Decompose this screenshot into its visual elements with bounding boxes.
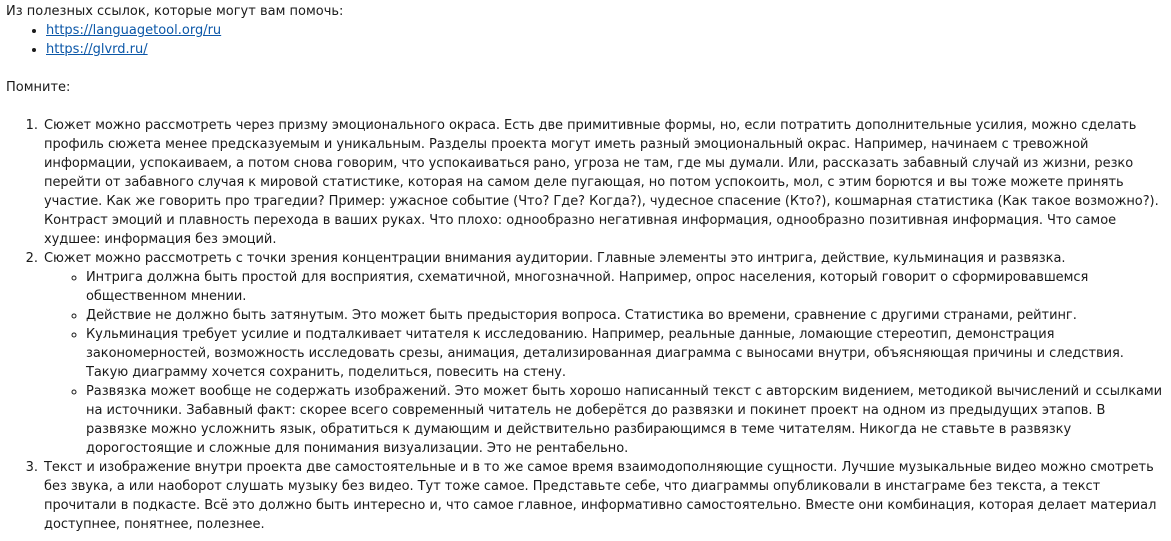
subitem-climax: ◦ Кульминация требует усилие и подталкивает читателя к исследованию. Например, реальные данные, ломающие стереотип, демонстрация закономерностей, возможность исследовать срезы, анимация, детализированная диаграмма с выносами внутри, объясняющая причины и следствия. Такую диаграмму хочется сохранить, поделиться, повесить на стену. (86, 325, 1167, 382)
story-elements-list (44, 268, 1167, 458)
link-item (46, 21, 1167, 40)
subitem-action: ◦ Действие не должно быть затянутым. Это может быть предыстория вопроса. Статистика во времени, сравнение с другими странами, рейтинг. (86, 306, 1167, 325)
intro-text: Из полезных ссылок, которые могут вам помочь: (6, 4, 344, 19)
link-item (46, 40, 1167, 59)
link-glvrd[interactable]: https://glvrd.ru/ (46, 42, 148, 57)
subitem-intrigue: ◦ Интрига должна быть простой для восприятия, схематичной, многозначной. Например, опрос населения, который говорит о сформировавшемся общественном мнении. (86, 268, 1167, 306)
tips-list (6, 116, 1167, 534)
tip-item-2 (42, 249, 1167, 458)
tip-text: Сюжет можно рассмотреть через призму эмоционального окраса. Есть две примитивные формы, но, если потратить дополнительные усилия, можно сделать профиль сюжета менее предсказуемым и уникальным. Разделы проекта могут иметь разный эмоциональный окрас. Например, начинаем с тревожной информации, успокаиваем, а потом снова говорим, что успокаиваться рано, угроза не там, где мы думали. Или, рассказать забавный случай из жизни, резко перейти от забавного случая к мировой статистике, которая на самом деле пугающая, но потом успокоить, мол, с этим борются и вы тоже можете принять участие. Как же говорить про трагедии? Пример: ужасное событие (Что? Где? Когда?), чудесное спасение (Кто?), кошмарная статистика (Как такое возможно?). Контраст эмоций и плавность перехода в ваших руках. Что плохо: однообразно негативная информация, однообразно позитивная информация. Что самое худшее: информация без эмоций. (44, 118, 1159, 247)
tip-item-3 (42, 458, 1167, 534)
tip-text: Текст и изображение внутри проекта две самостоятельные и в то же самое время взаимодополняющие сущности. Лучшие музыкальные видео можно смотреть без звука, а или наоборот слушать музыку без видео. Тут тоже самое. Представьте себе, что диаграммы опубликовали в инстаграме без текста, а текст прочитали в подкасте. Всё это должно быть интересно и, что самое главное, информативно самостоятельно. Вместе они комбинация, которая делает материал доступнее, понятнее, полезнее. (44, 460, 1157, 532)
tip-item-1 (42, 116, 1167, 249)
remember-heading: Помните: (6, 80, 71, 95)
tip-text: Сюжет можно рассмотреть с точки зрения концентрации внимания аудитории. Главные элементы это интрига, действие, кульминация и развязка. (44, 251, 1066, 266)
subitem-resolution: ◦ Развязка может вообще не содержать изображений. Это может быть хорошо написанный текст с авторским видением, методикой вычислений и ссылками на источники. Забавный факт: скорее всего современный читатель не доберётся до развязки и покинет проект на одном из предыдущих этапов. В развязке можно усложнить язык, обратиться к думающим и действительно разбирающимся в теме читателям. Никогда не ставьте в развязку дорогостоящие и сложные для понимания визуализации. Это не рентабельно. (86, 382, 1167, 458)
useful-links-list (6, 21, 1167, 59)
spacer (6, 59, 1167, 78)
link-languagetool[interactable]: https://languagetool.org/ru (46, 23, 222, 38)
